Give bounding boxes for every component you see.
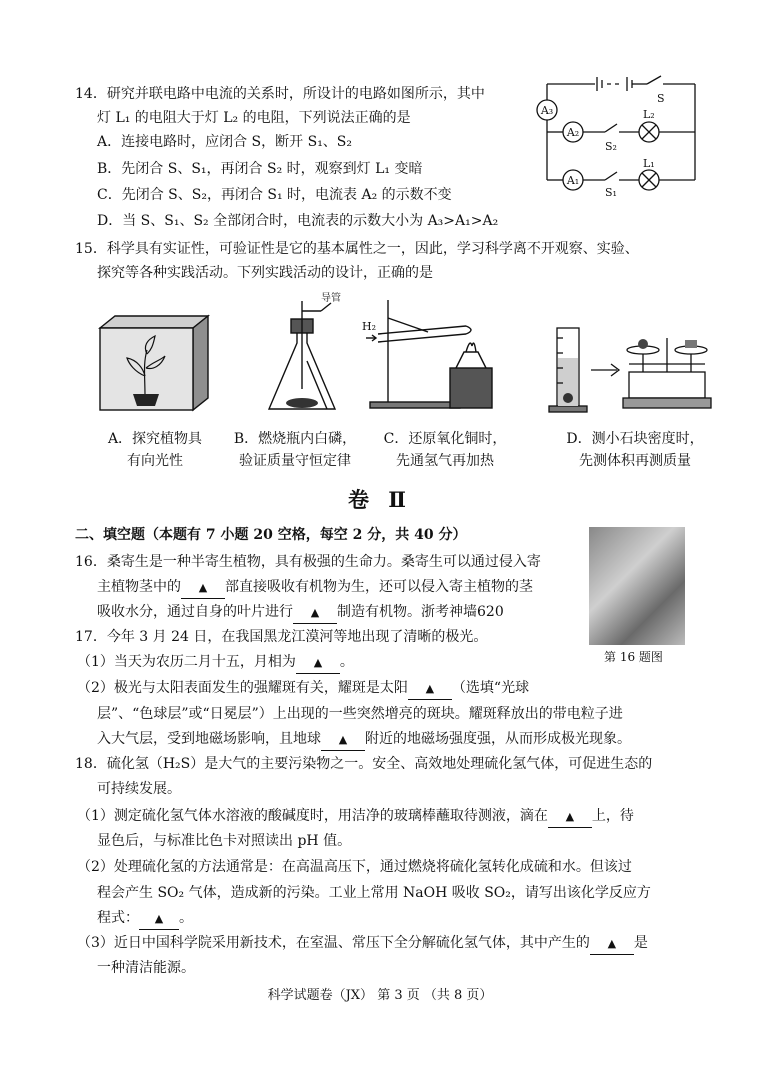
q14-option-b: B．先闭合 S、S₁，再闭合 S₂ 时，观察到灯 L₁ 变暗 [97,161,423,177]
q14-option-c: C．先闭合 S、S₂，再闭合 S₁ 时，电流表 A₂ 的示数不变 [97,187,452,203]
answer-blank: ▲ [408,679,452,700]
q15-option-a-line2: 有向光性 [127,453,183,469]
q18-part2-line1: （2）处理硫化氢的方法通常是：在高温高压下，通过燃烧将硫化氢转化成硫和水。但该过 [77,859,632,875]
q17-line1: 17．今年 3 月 24 日，在我国黑龙江漠河等地出现了清晰的极光。 [75,629,488,645]
q15-option-c-line1: C．还原氧化铜时， [383,431,507,447]
q17-part2-line3: 入大气层，受到地磁场影响，且地球 ▲ 附近的地磁场强度强，从而形成极光现象。 [97,729,631,751]
ammeter-a1-label: A₁ [566,174,580,187]
ammeter-a2-label: A₂ [566,126,580,139]
answer-blank: ▲ [139,909,179,930]
page-footer: 科学试题卷（JX） 第 3 页 （共 8 页） [267,988,493,1003]
q15-option-c [375,428,515,472]
q15-option-d [555,428,715,472]
q17-part1: （1）当天为农历二月十五，月相为 ▲ 。 [77,652,354,674]
q18-line1: 18．硫化氢（H₂S）是大气的主要污染物之一。安全、高效地处理硫化氢气体，可促进生态的 [75,756,653,772]
q16-line1: 16．桑寄生是一种半寄生植物，具有极强的生命力。桑寄生可以通过侵入寄 [75,554,541,570]
q15-figure-d-density [545,318,715,416]
switch-s2-label: S₂ [605,140,617,153]
q15-option-c-line2: 先通氢气再加热 [396,453,494,469]
q18-part2-line2: 程会产生 SO₂ 气体，造成新的污染。工业上常用 NaOH 吸收 SO₂，请写出该化学反应方 [97,885,651,901]
q18-part1-line2: 显色后，与标准比色卡对照读出 pH 值。 [97,833,352,849]
q15-figure-a-plant-box [95,306,215,414]
q15-figure-c-reduction-apparatus [358,290,518,416]
q15-option-a [85,428,225,472]
answer-blank: ▲ [181,578,225,599]
q17-part2-line1: （2）极光与太阳表面发生的强耀斑有关，耀斑是太阳 ▲ （选填“光球 [77,678,529,700]
q14-stem-line1: 14．研究并联电路中电流的关系时，所设计的电路如图所示，其中 [75,86,485,102]
q18-line2: 可持续发展。 [97,781,181,797]
part2-heading: 二、填空题（本题有 7 小题 20 空格，每空 2 分，共 40 分） [75,527,467,543]
section-title: 卷 Ⅱ [347,487,412,512]
q16-figure-caption: 第 16 题图 [604,650,663,664]
answer-blank: ▲ [548,807,592,828]
q17-part2-line2: 层”、“色球层”或“日冕层”）上出现的一些突然增亮的斑块。耀斑释放出的带电粒子进 [97,706,623,722]
q15-option-b-line1: B．燃烧瓶内白磷， [233,431,357,447]
q16-photo [589,527,685,645]
switch-s-label: S [657,92,665,105]
switch-s1-label: S₁ [605,186,617,197]
ammeter-a3-label: A₃ [540,104,554,117]
answer-blank: ▲ [590,934,634,955]
q15-option-d-line2: 先测体积再测质量 [579,453,691,469]
q15-figure-b-flask [255,291,355,416]
q18-part1-line1: （1）测定硫化氢气体水溶液的酸碱度时，用洁净的玻璃棒蘸取待测液，滴在 ▲ 上，待 [77,806,634,828]
q15-option-b-line2: 验证质量守恒定律 [239,453,351,469]
answer-blank: ▲ [293,603,337,624]
q15-option-d-line1: D．测小石块密度时， [566,431,704,447]
q14-circuit-diagram [535,72,705,197]
q18-part3-line2: 一种清洁能源。 [97,960,195,976]
q15-option-b [225,428,365,472]
q16-line2: 主植物茎中的 ▲ 部直接吸收有机物为生，还可以侵入寄主植物的茎 [97,577,533,599]
q15-stem-line1: 15．科学具有实证性，可验证性是它的基本属性之一，因此，学习科学离不开观察、实验、 [75,241,639,257]
q15-option-a-line1: A．探究植物具 [107,431,203,447]
q16-line3: 吸收水分，通过自身的叶片进行 ▲ 制造有机物。浙考神墙620 [97,602,504,624]
answer-blank: ▲ [321,730,365,751]
q14-option-d: D．当 S、S₁、S₂ 全部闭合时，电流表的示数大小为 A₃>A₁>A₂ [97,213,499,229]
answer-blank: ▲ [296,653,340,674]
q15-h2-label: H₂ [362,320,377,333]
q18-part2-line3: 程式： ▲ 。 [97,908,193,930]
lamp-l2-label: L₂ [643,108,655,121]
q14-stem-line2: 灯 L₁ 的电阻大于灯 L₂ 的电阻，下列说法正确的是 [97,110,411,126]
q15-stem-line2: 探究等各种实践活动。下列实践活动的设计，正确的是 [97,265,433,281]
q15-tube-label: 导管 [321,293,341,304]
q14-option-a: A．连接电路时，应闭合 S，断开 S₁、S₂ [97,134,353,150]
q18-part3-line1: （3）近日中国科学院采用新技术，在室温、常压下全分解硫化氢气体，其中产生的 ▲ 是 [77,933,648,955]
lamp-l1-label: L₁ [643,157,655,170]
